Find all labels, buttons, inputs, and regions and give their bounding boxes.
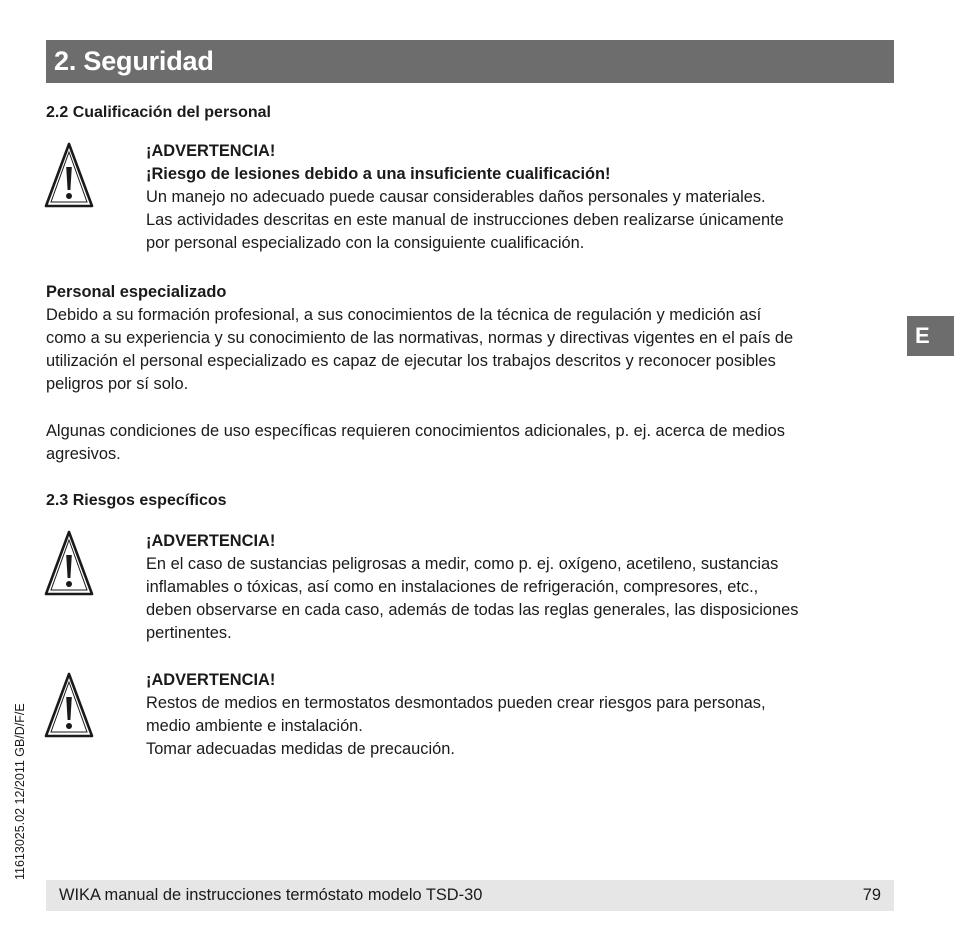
conditions-line: agresivos. xyxy=(46,445,121,463)
language-tab: E xyxy=(907,316,954,356)
warning-line: medio ambiente e instalación. xyxy=(146,717,363,735)
warning-triangle-icon xyxy=(44,530,94,596)
document-code: 11613025.02 12/2011 GB/D/F/E xyxy=(13,703,27,880)
personal-line: como a su experiencia y su conocimiento de las normativas, normas y directivas vigentes en el país de xyxy=(46,329,794,347)
warning-hazardous-substances xyxy=(146,530,886,645)
footer-bar xyxy=(46,880,894,911)
warning-subtitle: ¡Riesgo de lesiones debido a una insuficiente cualificación! xyxy=(146,165,611,183)
warning-line: Tomar adecuadas medidas de precaución. xyxy=(146,740,455,758)
conditions-line: Algunas condiciones de uso específicas requieren conocimientos adicionales, p. ej. acerca de medios xyxy=(46,422,785,440)
warning-line: inflamables o tóxicas, así como en instalaciones de refrigeración, compresores, etc., xyxy=(146,578,759,596)
warning-line: Un manejo no adecuado puede causar considerables daños personales y materiales. xyxy=(146,188,766,206)
personal-line: peligros por sí solo. xyxy=(46,375,189,393)
warning-label: ¡ADVERTENCIA! xyxy=(146,532,276,550)
personal-heading: Personal especializado xyxy=(46,283,227,301)
warning-line: Restos de medios en termostatos desmontados pueden crear riesgos para personas, xyxy=(146,694,766,712)
section-title-bar xyxy=(46,40,894,83)
page-title: 2. Seguridad xyxy=(54,46,214,76)
warning-line: pertinentes. xyxy=(146,624,232,642)
warning-label: ¡ADVERTENCIA! xyxy=(146,142,276,160)
warning-line: En el caso de sustancias peligrosas a medir, como p. ej. oxígeno, acetileno, sustancias xyxy=(146,555,779,573)
warning-triangle-icon xyxy=(44,672,94,738)
warning-line: por personal especializado con la consiguiente cualificación. xyxy=(146,234,585,252)
footer-text: WIKA manual de instrucciones termóstato modelo TSD-30 xyxy=(59,886,483,904)
personal-line: utilización el personal especializado es capaz de ejecutar los trabajos descritos y reconocer posibles xyxy=(46,352,776,370)
section-heading-2-3: 2.3 Riesgos específicos xyxy=(46,492,227,509)
warning-qualification xyxy=(146,140,886,255)
warning-label: ¡ADVERTENCIA! xyxy=(146,671,276,689)
personal-paragraph xyxy=(46,281,896,396)
section-heading-2-2: 2.2 Cualificación del personal xyxy=(46,104,271,121)
conditions-paragraph xyxy=(46,420,896,466)
warning-media-residue xyxy=(146,669,886,761)
warning-triangle-icon xyxy=(44,142,94,208)
page-number: 79 xyxy=(862,886,881,904)
warning-line: Las actividades descritas en este manual de instrucciones deben realizarse únicamente xyxy=(146,211,784,229)
warning-line: deben observarse en cada caso, además de todas las reglas generales, las disposiciones xyxy=(146,601,799,619)
personal-line: Debido a su formación profesional, a sus conocimientos de la técnica de regulación y medición así xyxy=(46,306,762,324)
